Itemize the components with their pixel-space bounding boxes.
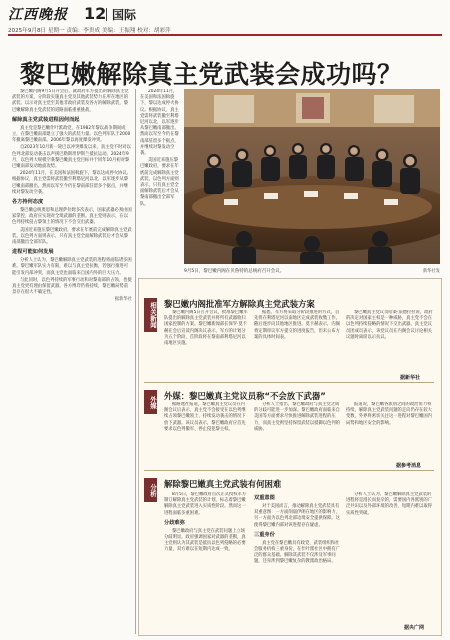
- lead-article-continued: [140, 89, 180, 269]
- related-news-text: 黎巴嫩真主党议员哈桑·法德拉拉说，政府的决定对国家主权是一种威胁，真主党不会在以色列持续侵略的情况下交出武器。真主党议员团成员表示，该党议员在内阁会议讨论相关议题时离席以示抗议。: [346, 310, 433, 340]
- page-meta: 2025年9月8日 星期一 责编：李贵成 美编：王振翔 校对：胡彩萍: [8, 28, 171, 34]
- analysis-text: 对于美国而言，推动解除真主党武装具有双重意图：一方面削弱伊朗在地区的影响力，另一方面为以色列北部边境安全提供保障。这使得黎巴嫩内部对该进程存在疑虑。: [254, 504, 340, 528]
- related-news-text: 据悉，军方将采取分阶段推进的方式，首先将在利塔尼河以南地区完成武装收缴工作，随后逐步向其他地区推进。莫卡赫表示，内阁将定期审议军方提交的进度报告，但未公布方案的具体时间表。: [254, 310, 340, 340]
- lead-subhead-1: 解除真主党武装进程因何而起: [12, 116, 80, 123]
- analysis-subhead-3: 三重身份: [254, 531, 275, 538]
- analysis-col-1: [164, 492, 248, 630]
- page-number: 12: [84, 4, 107, 23]
- outside-media-col-3: [346, 402, 434, 460]
- photo-image: [184, 89, 440, 264]
- section-name: 国际: [112, 8, 137, 22]
- lead-paragraph: 黎巴嫩总统奥恩和总理萨拉姆多次表示，国家武器必须由国家掌控，政府应实现对全境武器的垄断。真主党则表示，在以色列持续侵占黎领土的情况下不会交出武器。: [12, 208, 132, 226]
- lead-paragraph: 美国近来施压黎巴嫩政府，要求在年底前完成解除真主党武装。以色列方面则表示，只有真主党全面解除武装后才会从黎南部撤出全部军队。: [140, 158, 179, 207]
- analysis-text: 黎巴嫩政府与真主党在武装问题上立场分歧明显。政府强调国家对武器的垄断，真主党则认为其武装是抵抗以色列侵略的必要力量，双方难以在短期内达成一致。: [164, 528, 246, 553]
- analysis-tag: 分析: [144, 478, 157, 502]
- analysis-text: 分析人士认为，黎巴嫩解除真主党武装的进程将是漫长而复杂的，需要国内各派别的广泛共识以及外部环境的改善，短期内难以取得实质性突破。: [346, 492, 432, 516]
- analysis-headline: 解除黎巴嫩真主党武装有何困难: [164, 479, 282, 489]
- lead-paragraph: 分析人士认为，黎巴嫩解除真主党武装的进程将面临诸多困难。黎巴嫩军队实力有限，难以与真主党抗衡，若强行推进可能引发内部冲突，而真主党也面临来自国内外的巨大压力。: [12, 258, 132, 276]
- lead-paragraph: 与此同时，以色列持续的军事行动和对黎南部的占领，也使真主党更有理由保留武器。各方博弈仍将持续，黎巴嫩局势前景存在很大不确定性。: [12, 277, 132, 296]
- sidebar-divider: [144, 382, 434, 383]
- sidebar-divider: [144, 470, 434, 471]
- related-news-col-3: [346, 310, 434, 372]
- outside-media-headline: 外媒：黎巴嫩真主党议员称“不会放下武器”: [164, 391, 326, 401]
- lead-paragraph: 美国近来施压黎巴嫩政府，要求在年底前完成解除真主党武装。以色列方面则表示，只有真主党全面解除武装后才会从黎南部撤出全部军队。: [12, 227, 132, 246]
- outside-media-text: 据路透社报道，黎巴嫩真主党议员在内阁会议后表示，真主党不会接受在以色列继续占领黎巴嫩领土、持续发动袭击的情况下放下武器。该议员表示，黎巴嫩政府应首先要求以色列撤军、停止侵犯黎主权。: [164, 402, 246, 432]
- cabinet-meeting-photo: [184, 89, 440, 264]
- lead-credit: 据新华社: [114, 297, 132, 303]
- column-divider: [135, 89, 136, 634]
- analysis-subhead-1: 分歧难弥: [164, 519, 185, 526]
- lead-article: [12, 89, 132, 634]
- outside-media-col-2: [254, 402, 340, 460]
- analysis-subhead-2: 双重意图: [254, 495, 275, 501]
- photo-caption: [184, 268, 440, 274]
- lead-subhead-2: 各方持何态度: [12, 199, 44, 206]
- related-news-text: 黎巴嫩内阁5日召开会议，批准黎巴嫩军队提出的解除真主党武装并将所有武器收归国家控制的方案。黎巴嫩新闻部长保罗·莫卡赫在会后宣读内阁决议表示，军方的计划分为五个阶段，首阶段将在黎南部利塔尼河以南地区实施。: [164, 310, 248, 347]
- lead-paragraph: 真主党是黎巴嫩什叶派政党，在1982年黎以战争期间成立，在黎巴嫩南部建立了强大的武装力量。以色列军队于2000年撤离黎巴嫩南部。2006年黎以再度爆发冲突。: [12, 125, 131, 144]
- lead-intro: 黎巴嫩内阁9月5日开会后，就政府军方提出的解除真主党武装的方案，分阶段实施真主党及其他武装势力在所在地区的武装。以示对真主党至其他非政府武装及各方的解除武装，黎巴嫩解除真主党武装的道路面临重重挑战，: [12, 89, 129, 113]
- analysis-col-2: [254, 492, 340, 630]
- analysis-credit: 据央广网: [404, 625, 425, 631]
- related-news-credit: 据新华社: [400, 375, 421, 381]
- outside-media-credit: 据参考消息: [396, 463, 422, 469]
- outside-media-text: 报道说，黎巴嫩各派别之间的政治角力将持续，解除真主党武装问题的走向仍存在较大变数，外界将密切关注这一进程对黎巴嫩国内局势和地区安全的影响。: [346, 402, 432, 426]
- outside-media-text: 分析人士指出，黎巴嫩政府与真主党之间的分歧可能进一步加深。黎巴嫩政府面临来自美国等方面要求尽快推进解除武装进程的压力，而真主党则坚持保留武装以抵御以色列的威胁。: [254, 402, 340, 432]
- lead-paragraph: 2024年11月，在美国和法国斡旋下，黎以达成停火协议。根据协议，真主党需将武装撤至利塔尼河以北，以军逐步从黎巴嫩南部撤出。然而以军至今仍在黎南部驻留多个据点，并继续对黎发动空袭。: [12, 171, 131, 195]
- photo-caption-text: 9月5日，黎巴嫩内阁在贝鲁特的总统府召开会议。: [184, 269, 285, 274]
- related-news-tag: 相关新闻: [144, 298, 157, 332]
- photo-credit: 新华社发: [422, 269, 440, 274]
- analysis-text: 真主党在黎巴嫩具有政党、武装组织和社会服务机构三重身份，在什叶派社区中拥有广泛的群众基础。解除其武装不仅涉及军事问题，还牵涉到黎巴嫩复杂的教派政治格局。: [254, 540, 340, 565]
- outside-media-tag: 外媒: [144, 390, 157, 414]
- newspaper-logo: 江西晚报: [8, 7, 68, 23]
- analysis-col-3: [346, 492, 434, 622]
- related-news-col-2: [254, 310, 340, 372]
- analysis-text: 8月5日，黎巴嫩政府首次正式授权军方制订解除真主党武装的计划，标志着黎巴嫩解除真主党武装进入实质性阶段。然而这一进程面临多重困难。: [164, 492, 247, 516]
- lead-subhead-3: 进程可能如何发展: [12, 249, 54, 256]
- lead-paragraph: 自2023年10月新一轮巴以冲突爆发以来，真主党不时对以色列北部发动袭击以声援巴勒斯坦伊斯兰抵抗运动。2024年9月，以色列大规模空袭黎巴嫩真主党目标并于同年10月初对黎巴嫩南部发动地面攻势。: [12, 145, 131, 170]
- masthead: [8, 4, 442, 24]
- outside-media-col-1: [164, 402, 248, 460]
- lead-paragraph: 2024年11月，在美国和法国斡旋下，黎以达成停火协议。根据协议，真主党需将武装撤至利塔尼河以北，以军逐步从黎巴嫩南部撤出。然而以军至今仍在黎南部驻留多个据点，并继续对黎发动空袭。: [140, 89, 179, 157]
- masthead-rule: [8, 34, 442, 36]
- related-news-col-1: [164, 310, 248, 372]
- page-headline: 黎巴嫩解除真主党武装会成功吗？: [20, 60, 403, 89]
- related-news-headline: 黎巴嫩内阁批准军方解除真主党武装方案: [164, 299, 315, 309]
